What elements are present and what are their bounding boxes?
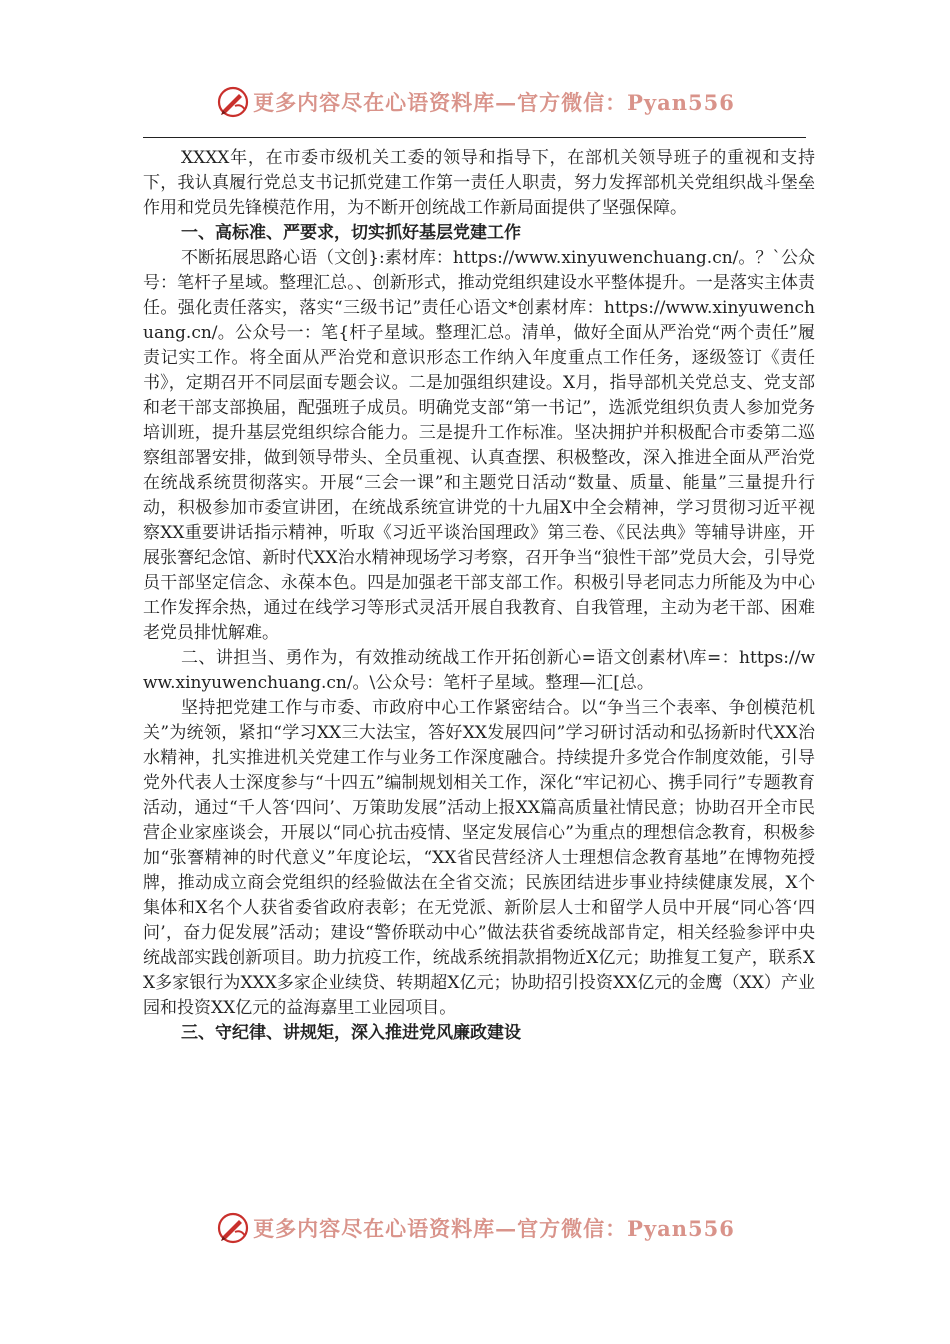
section-heading-2: 二、讲担当、勇作为，有效推动统战工作开拓创新心=语文创素材\库=：https://www.xinyuwenchuang.cn/。\公众号：笔杆子星域。整理—汇[总。 (143, 648, 815, 693)
header-divider (143, 137, 806, 138)
header-banner (0, 82, 950, 122)
footer-banner-text: 更多内容尽在心语资料库—官方微信：Pyan556 (253, 1216, 735, 1241)
pen-hand-logo-icon (215, 84, 251, 120)
header-banner-text: 更多内容尽在心语资料库—官方微信：Pyan556 (253, 90, 735, 115)
section-heading-3: 三、守纪律、讲规矩，深入推进党风廉政建设 (181, 1023, 521, 1043)
paragraph-intro: XXXX年，在市委市级机关工委的领导和指导下，在部机关领导班子的重视和支持下，我认真履行党总支书记抓党建工作第一责任人职责，努力发挥部机关党组织战斗堡垒作用和党员先锋模范作用，为不断开创统战工作新局面提供了坚强保障。 (143, 148, 815, 218)
pen-hand-logo-icon (215, 1210, 251, 1246)
paragraph-section-2: 坚持把党建工作与市委、市政府中心工作紧密结合。以“争当三个表率、争创模范机关”为统领，紧扣“学习XX三大法宝，答好XX发展四问”学习研讨活动和弘扬新时代XX治水精神，扎实推进机关党建工作与业务工作深度融合。持续提升多党合作制度效能，引导党外代表人士深度参与“十四五”编制规划相关工作，深化“牢记初心、携手同行”专题教育活动，通过“千人答‘四问’、万策助发展”活动上报XX篇高质量社情民意；协助召开全市民营企业家座谈会，开展以“同心抗击疫情、坚定发展信心”为重点的理想信念教育，积极参加“张謇精神的时代意义”年度论坛，“XX省民营经济人士理想信念教育基地”在博物苑授牌，推动成立商会党组织的经验做法在全省交流；民族团结进步事业持续健康发展，X个集体和X名个人获省委省政府表彰；在无党派、新阶层人士和留学人员中开展“同心答‘四问’，奋力促发展”活动；建设“警侨联动中心”做法获省委统战部肯定，相关经验参评中央统战部实践创新项目。助力抗疫工作，统战系统捐款捐物近X亿元；助推复工复产，联系XX多家银行为XXX多家企业续贷、转期超X亿元；协助招引投资XX亿元的金鹰（XX）产业园和投资XX亿元的益海嘉里工业园项目。 (143, 698, 815, 1018)
document-body (143, 146, 815, 1046)
footer-banner (0, 1208, 950, 1248)
section-heading-1: 一、高标准、严要求，切实抓好基层党建工作 (181, 223, 521, 243)
paragraph-section-1: 不断拓展思路心语（文创}:素材库：https://www.xinyuwenchuang.cn/。？`公众号：笔杆子星域。整理汇总。、创新形式，推动党组织建设水平整体提升。一是落实主体责任。强化责任落实，落实“三级书记”责任心语文*创素材库：https://www.xinyuwenchuang.cn/。公众号一：笔{杆子星域。整理汇总。清单，做好全面从严治党“两个责任”履责记实工作。将全面从严治党和意识形态工作纳入年度重点工作任务，逐级签订《责任书》，定期召开不同层面专题会议。二是加强组织建设。X月，指导部机关党总支、党支部和老干部支部换届，配强班子成员。明确党支部“第一书记”，选派党组织负责人参加党务培训班，提升基层党组织综合能力。三是提升工作标准。坚决拥护并积极配合市委第二巡察组部署安排，做到领导带头、全员重视、认真查摆、积极整改，深入推进全面从严治党在统战系统贯彻落实。开展“三会一课”和主题党日活动“数量、质量、能量”三量提升行动，积极参加市委宣讲团，在统战系统宣讲党的十九届X中全会精神，学习贯彻习近平视察XX重要讲话指示精神，听取《习近平谈治国理政》第三卷、《民法典》等辅导讲座，开展张謇纪念馆、新时代XX治水精神现场学习考察，召开争当“狼性干部”党员大会，引导党员干部坚定信念、永葆本色。四是加强老干部支部工作。积极引导老同志力所能及为中心工作发挥余热，通过在线学习等形式灵活开展自我教育、自我管理，主动为老干部、困难老党员排忧解难。 (143, 248, 815, 643)
